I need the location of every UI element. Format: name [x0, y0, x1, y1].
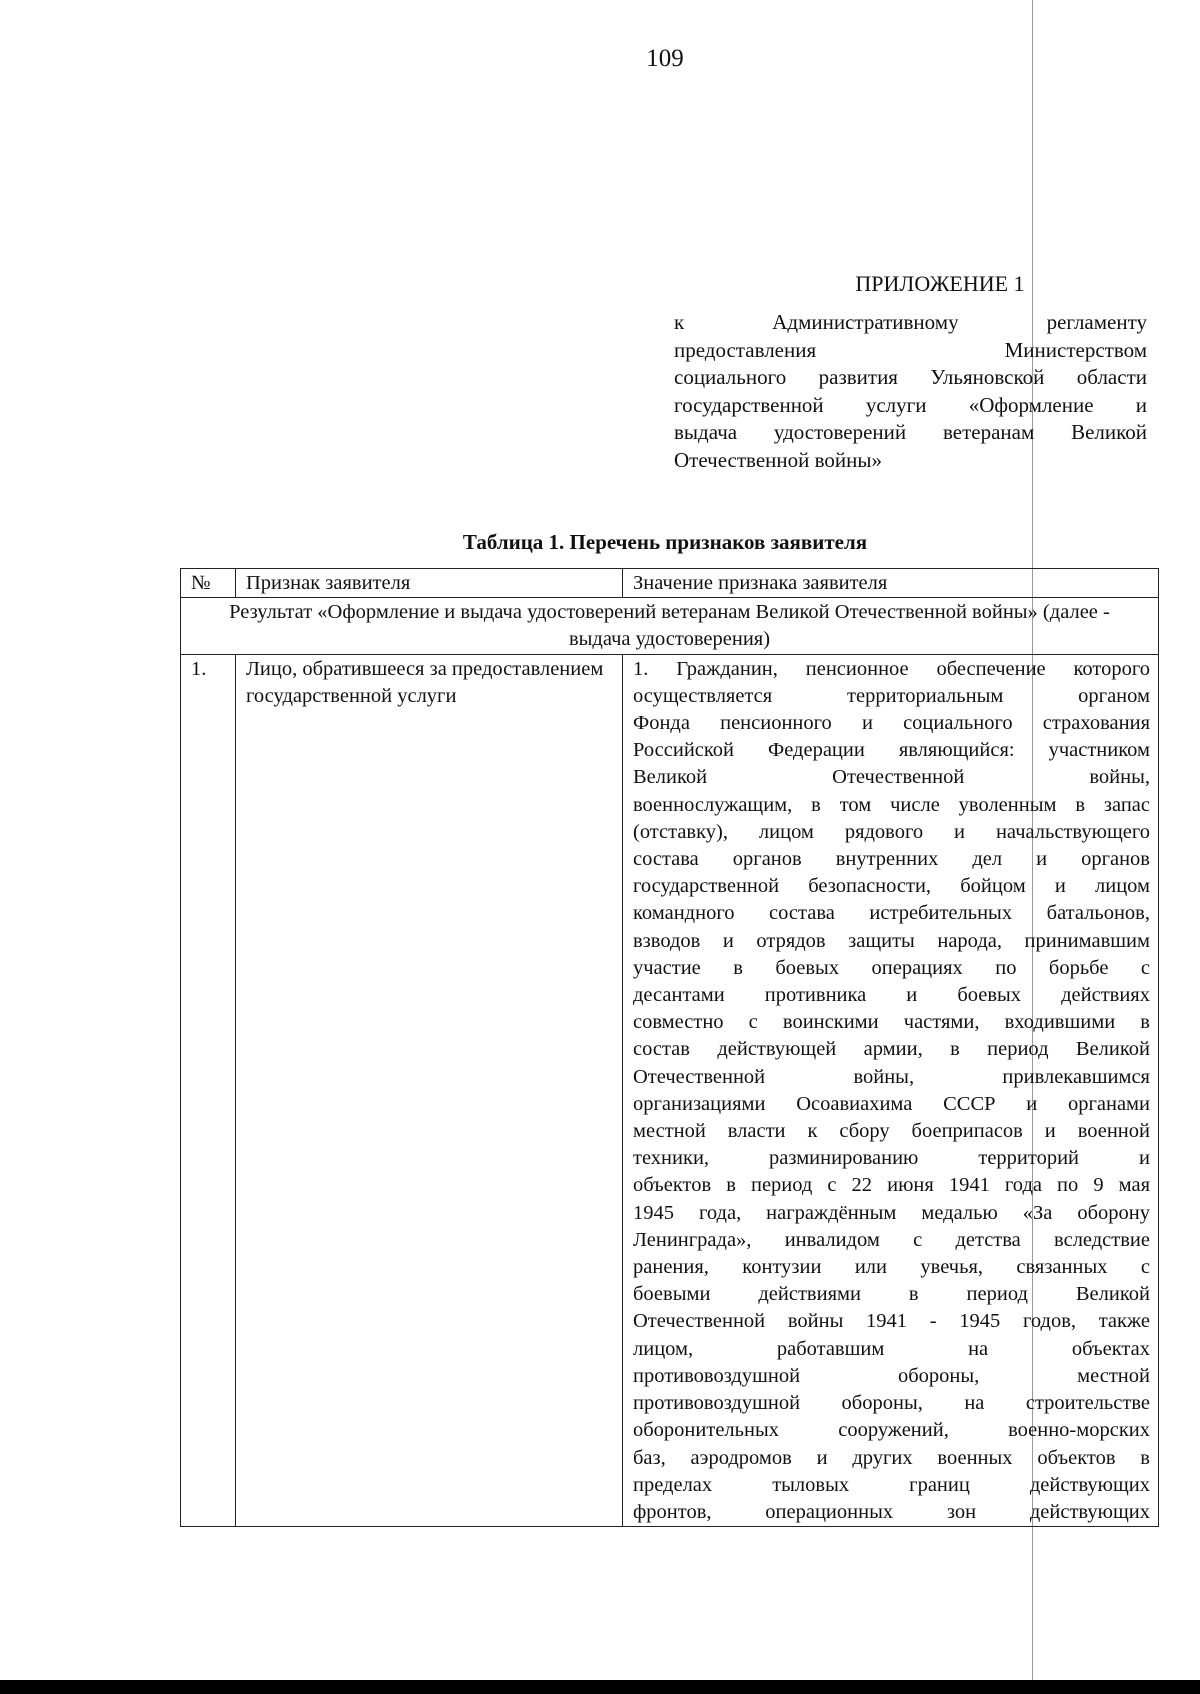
value-line: Российской Федерации являющийся: участником	[633, 739, 1150, 762]
appendix-line: государственной услуги «Оформление и	[674, 392, 1147, 417]
appendix-line: социального развития Ульяновской области	[674, 365, 1147, 389]
value-line: техники, разминированию территорий и	[633, 1147, 1150, 1170]
value-line: местной власти к сбору боеприпасов и военной	[633, 1120, 1150, 1143]
header-feature: Признак заявителя	[236, 569, 623, 598]
value-line: противовоздушной обороны, на строительстве	[633, 1392, 1150, 1415]
value-line: десантами противника и боевых действиях	[633, 984, 1150, 1007]
value-line: командного состава истребительных батальонов,	[633, 902, 1150, 925]
value-line: ранения, контузии или увечья, связанных с	[633, 1256, 1150, 1279]
value-line: государственной безопасности, бойцом и лицом	[633, 875, 1150, 898]
value-line: объектов в период с 22 июня 1941 года по 9 мая	[633, 1174, 1150, 1197]
value-line: военнослужащим, в том числе уволенным в запас	[633, 793, 1150, 816]
scan-bottom-edge	[0, 1680, 1200, 1694]
value-line: противовоздушной обороны, местной	[633, 1364, 1150, 1387]
table-header-row	[181, 569, 1159, 598]
value-line: боевыми действиями в период Великой	[633, 1283, 1150, 1306]
value-line: (отставку), лицом рядового и начальствующего	[633, 820, 1150, 843]
appendix-line: выдача удостоверений ветеранам Великой	[674, 420, 1147, 444]
applicant-features-table	[180, 568, 1159, 1527]
header-number: №	[181, 569, 236, 598]
value-line: состав действующей армии, в период Великой	[633, 1038, 1150, 1061]
appendix-reference	[674, 309, 1147, 474]
value-line: взводов и отрядов защиты народа, принимавшим	[633, 929, 1150, 952]
value-line: организациями Осоавиахима СССР и органами	[633, 1092, 1150, 1115]
value-line: Ленинграда», инвалидом с детства вследствие	[633, 1228, 1150, 1251]
value-line: фронтов, операционных зон действующих	[633, 1500, 1150, 1523]
result-cell: Результат «Оформление и выдача удостоверений ветеранам Великой Отечественной войны» (далее - выдача удостоверения)	[181, 598, 1159, 654]
table-row	[181, 654, 1159, 1527]
row-value	[623, 654, 1159, 1527]
value-line: Отечественной войны 1941 - 1945 годов, также	[633, 1310, 1150, 1333]
value-line: лицом, работавшим на объектах	[633, 1337, 1150, 1360]
page-number: 109	[646, 45, 684, 72]
value-line: баз, аэродромов и других военных объектов в	[633, 1446, 1150, 1469]
value-line: Великой Отечественной войны,	[633, 766, 1150, 789]
header-value: Значение признака заявителя	[623, 569, 1159, 598]
row-number: 1.	[181, 654, 236, 1527]
value-line: оборонительных сооружений, военно-морских	[633, 1419, 1150, 1442]
value-line: 1. Гражданин, пенсионное обеспечение которого	[633, 657, 1150, 680]
value-line: пределах тыловых границ действующих	[633, 1473, 1150, 1496]
row-feature: Лицо, обратившееся за предоставлением государственной услуги	[236, 654, 623, 1527]
appendix-line: предоставления Министерством	[674, 337, 1147, 362]
value-line: Фонда пенсионного и социального страхования	[633, 712, 1150, 735]
table-caption: Таблица 1. Перечень признаков заявителя	[462, 530, 868, 554]
value-line: состава органов внутренних дел и органов	[633, 848, 1150, 871]
appendix-line: к Административному регламенту	[674, 310, 1147, 334]
value-line: осуществляется территориальным органом	[633, 684, 1150, 707]
value-line: совместно с воинскими частями, входившими в	[633, 1011, 1150, 1034]
appendix-title: ПРИЛОЖЕНИЕ 1	[855, 271, 1025, 296]
appendix-line: Отечественной войны»	[674, 447, 882, 472]
result-row	[181, 598, 1159, 654]
value-line: 1945 года, награждённым медалью «За оборону	[633, 1201, 1150, 1224]
value-line: участие в боевых операциях по борьбе с	[633, 956, 1150, 979]
value-line: Отечественной войны, привлекавшимся	[633, 1065, 1150, 1088]
